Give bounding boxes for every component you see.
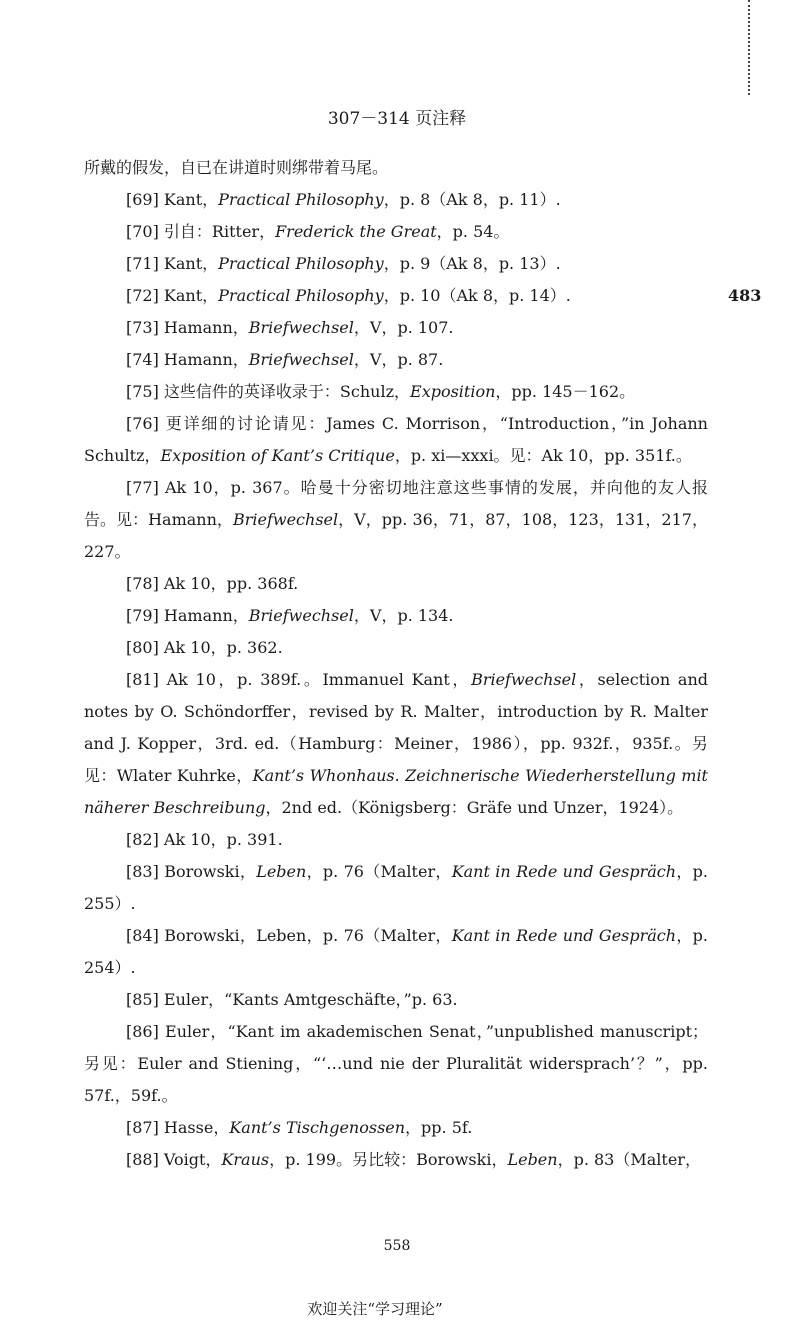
note-text: [84] Borowski，Leben，p. 76（Malter， — [126, 926, 452, 945]
note-item — [84, 280, 708, 312]
note-title-italic: Kant in Rede und Gespräch — [451, 926, 677, 945]
note-text: ，p. 10（Ak 8，p. 14）. — [383, 286, 571, 305]
note-item — [84, 568, 708, 600]
note-text: [70] 引自：Ritter， — [126, 222, 276, 241]
note-item — [84, 1112, 708, 1144]
note-title-italic: Briefwechsel — [248, 606, 354, 625]
note-title-italic: Kant’s Tischgenossen — [229, 1118, 406, 1137]
note-text: [83] Borowski， — [126, 862, 257, 881]
note-text: [80] Ak 10，p. 362. — [126, 638, 283, 657]
note-text: [74] Hamann， — [126, 350, 249, 369]
note-title-italic: Briefwechsel — [248, 318, 354, 337]
notes-body — [84, 152, 708, 1176]
note-title-italic: Briefwechsel — [471, 670, 577, 689]
note-title-italic: Practical Philosophy — [218, 254, 384, 273]
note-text: ，V，p. 107. — [353, 318, 454, 337]
note-item — [84, 824, 708, 856]
note-item — [84, 376, 708, 408]
note-item — [84, 344, 708, 376]
side-page-number: 483 — [728, 286, 762, 305]
note-text: ，selection and notes by O. Schöndorffer，revised by R. Malter，introduction by R. Malter and J. Kopper，3rd. ed.（Hamburg：Meiner，1986），pp. 932f.，935f.。另见：Wlater Kuhrke， — [84, 670, 708, 785]
note-title-italic: Exposition of Kant’s Critique — [160, 446, 395, 465]
note-item — [84, 312, 708, 344]
note-text: ，p. 8（Ak 8，p. 11）. — [383, 190, 561, 209]
note-item — [84, 600, 708, 632]
note-item — [84, 664, 708, 824]
note-text: ，p. 9（Ak 8，p. 13）. — [383, 254, 561, 273]
note-text: [82] Ak 10，p. 391. — [126, 830, 283, 849]
note-item — [84, 472, 708, 568]
note-text: [72] Kant， — [126, 286, 219, 305]
note-text: [77] Ak 10，p. 367。哈曼十分密切地注意这些事情的发展，并向他的友人报告。见：Hamann， — [84, 478, 708, 529]
note-text: [87] Hasse， — [126, 1118, 230, 1137]
note-title-italic: Practical Philosophy — [218, 286, 384, 305]
note-item — [84, 984, 708, 1016]
note-title-italic: Practical Philosophy — [218, 190, 384, 209]
note-text: [71] Kant， — [126, 254, 219, 273]
note-text: 所戴的假发，自已在讲道时则绑带着马尾。 — [84, 158, 389, 177]
note-text: [79] Hamann， — [126, 606, 249, 625]
note-item — [84, 216, 708, 248]
note-text: [85] Euler，“Kants Amtgeschäfte，”p. 63. — [126, 990, 458, 1009]
page-number: 558 — [383, 1238, 411, 1254]
note-text: ，pp. 5f. — [405, 1118, 473, 1137]
page-header: 307－314 页注释 — [327, 109, 467, 129]
note-item — [84, 408, 708, 472]
note-text: [88] Voigt， — [126, 1150, 222, 1169]
note-title-italic: Leben — [256, 862, 307, 881]
note-text: ，p. 54。 — [436, 222, 510, 241]
note-item — [84, 152, 708, 184]
note-title-italic: Kant’s Whonhaus. Zeichnerische Wiederherstellung mit näherer Beschreibung — [84, 766, 708, 817]
note-text: [78] Ak 10，pp. 368f. — [126, 574, 299, 593]
note-title-italic: Leben — [507, 1150, 558, 1169]
note-text: ，V，p. 87. — [353, 350, 444, 369]
note-text: ，p. 199。另比较：Borowski， — [269, 1150, 508, 1169]
note-title-italic: Briefwechsel — [232, 510, 339, 529]
note-text: [75] 这些信件的英译收录于：Schulz， — [126, 382, 411, 401]
note-item — [84, 184, 708, 216]
note-text: [86] Euler，“Kant im akademischen Senat，”unpublished manuscript；另见：Euler and Stiening，“‘…und nie der Pluralität widersprach’？”，pp. 57f.，59f.。 — [84, 1022, 708, 1105]
note-item — [84, 1144, 708, 1176]
note-title-italic: Kraus — [221, 1150, 270, 1169]
note-text: ，V，pp. 36，71，87，108，123，131，217，227。 — [84, 510, 708, 561]
note-text: [69] Kant， — [126, 190, 219, 209]
note-text: ，p. 76（Malter， — [306, 862, 452, 881]
note-item — [84, 248, 708, 280]
note-title-italic: Kant in Rede und Gespräch — [451, 862, 677, 881]
page-edge-mark — [744, 0, 750, 95]
note-item — [84, 920, 708, 984]
note-text: ，p. 83（Malter， — [557, 1150, 701, 1169]
note-item — [84, 856, 708, 920]
note-text: [76] 更详细的讨论请见：James C. Morrison，“Introduction，”in Johann Schultz， — [84, 414, 708, 465]
note-item — [84, 1016, 708, 1112]
note-text: ，2nd ed.（Königsberg：Gräfe und Unzer，1924）。 — [265, 798, 684, 817]
note-title-italic: Exposition — [410, 382, 496, 401]
note-title-italic: Briefwechsel — [248, 350, 354, 369]
note-text: ，p. 254）. — [84, 926, 708, 977]
note-item — [84, 632, 708, 664]
note-text: ，pp. 145－162。 — [495, 382, 636, 401]
note-text: ，p. xi—xxxi。见：Ak 10，pp. 351f.。 — [394, 446, 692, 465]
note-text: ，V，p. 134. — [353, 606, 454, 625]
note-text: [81] Ak 10，p. 389f.。Immanuel Kant， — [126, 670, 472, 689]
watermark-text: 欢迎关注“学习理论” — [307, 1300, 443, 1318]
note-text: [73] Hamann， — [126, 318, 249, 337]
note-title-italic: Frederick the Great — [275, 222, 437, 241]
note-text: ，p. 255）. — [84, 862, 708, 913]
